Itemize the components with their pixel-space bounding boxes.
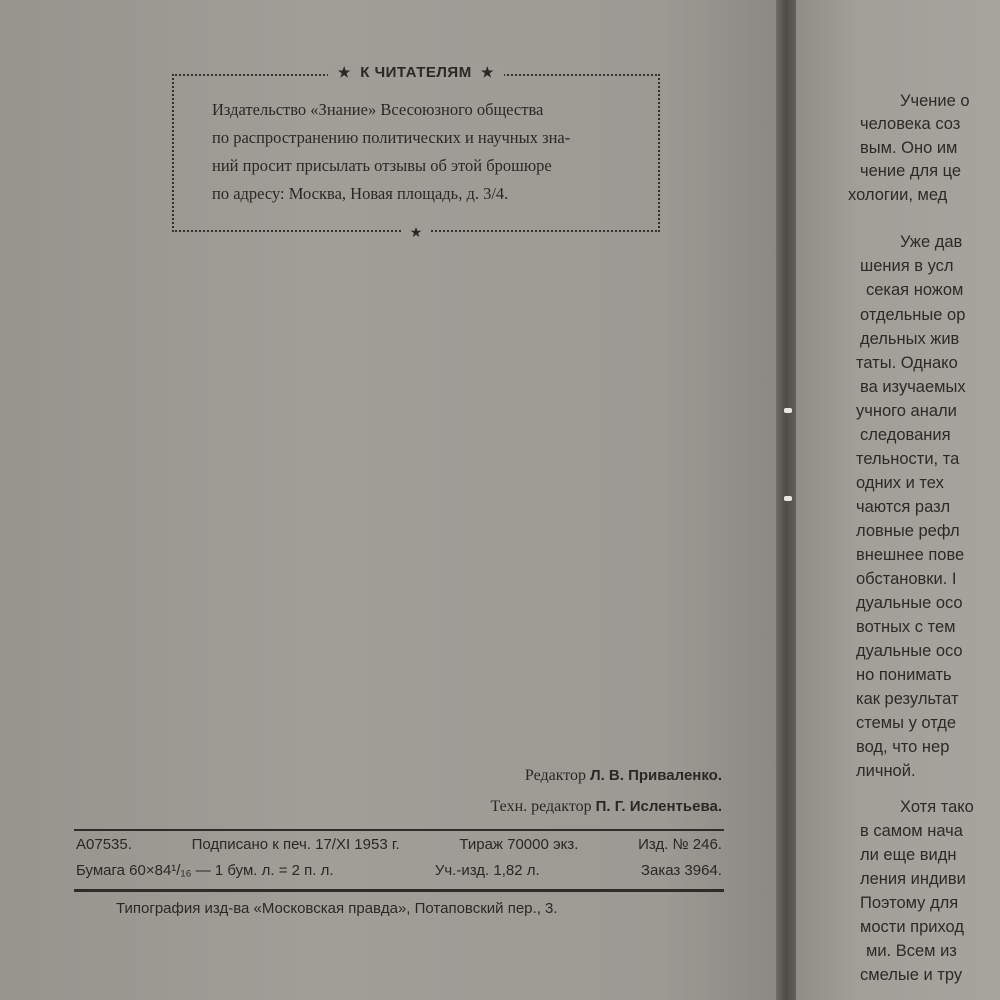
right-page-line: секая ножом <box>866 281 964 299</box>
notice-bottom-star <box>174 224 658 242</box>
book-gutter <box>776 0 798 1000</box>
right-page-line: ли еще видн <box>860 846 957 864</box>
star-icon: ★ <box>402 226 431 241</box>
print-run: Тираж 70000 экз. <box>459 836 579 853</box>
signed-date: Подписано к печ. 17/XI 1953 г. <box>191 836 400 853</box>
printing-house: Типография изд-ва «Московская правда», Потаповский пер., 3. <box>116 900 558 917</box>
order-code: А07535. <box>76 836 132 853</box>
reader-notice-box <box>172 64 660 241</box>
editor-name: Л. В. Приваленко. <box>590 767 722 784</box>
right-page-line: ления индиви <box>860 870 966 888</box>
tech-editor-name: П. Г. Ислентьева. <box>595 798 722 815</box>
right-page-line: вод, что нер <box>856 738 950 756</box>
star-icon: ★ <box>337 64 351 80</box>
right-page-line: человека соз <box>860 115 961 133</box>
right-page <box>796 0 1000 1000</box>
right-page-line: мости приход <box>860 918 964 936</box>
right-page-line: следования <box>860 426 951 444</box>
right-page-line: обстановки. І <box>856 570 957 588</box>
right-page-line: дельных жив <box>860 330 960 348</box>
right-page-line: но понимать <box>856 666 952 684</box>
publication-number: Изд. № 246. <box>638 836 722 853</box>
notice-line: по адресу: Москва, Новая площадь, д. 3/4. <box>212 184 509 203</box>
right-page-line: Учение о <box>900 92 970 110</box>
right-page-line: смелые и тру <box>860 966 963 984</box>
right-page-line: в самом нача <box>860 822 963 840</box>
right-page-line: вым. Оно им <box>860 139 958 157</box>
editor-line <box>525 767 722 785</box>
tech-editor-label: Техн. редактор <box>490 798 592 815</box>
notice-title <box>174 64 658 82</box>
right-page-line: дуальные осо <box>856 594 963 612</box>
editor-label: Редактор <box>524 767 587 784</box>
staple <box>784 496 792 501</box>
right-page-line: внешнее пове <box>856 546 965 564</box>
star-icon: ★ <box>481 64 495 80</box>
right-page-line: ми. Всем из <box>866 942 957 960</box>
right-page-line: личной. <box>856 762 916 780</box>
right-page-line: вотных с тем <box>856 618 956 636</box>
right-page-line: стемы у отде <box>856 714 957 732</box>
right-page-line: дуальные осо <box>856 642 963 660</box>
imprint-bottom-rule <box>74 889 724 892</box>
paper-format: Бумага 60×84¹/₁₆ — 1 бум. л. = 2 п. л. <box>76 862 334 879</box>
notice-line: Издательство «Знание» Всесоюзного общества <box>212 100 544 119</box>
right-page-line: одних и тех <box>856 474 944 492</box>
right-page-line: ва изучаемых <box>860 378 966 396</box>
right-page-line: хологии, мед <box>848 186 948 204</box>
right-page-line: отдельные ор <box>860 306 966 324</box>
notice-line: ний просит присылать отзывы об этой брошюре <box>212 156 552 175</box>
right-page-line: чаются разл <box>856 498 951 516</box>
right-page-line: Уже дав <box>900 233 963 251</box>
imprint-top-rule <box>74 829 724 831</box>
imprint-line-1 <box>76 836 722 853</box>
tech-editor-line <box>491 798 722 816</box>
right-page-line: таты. Однако <box>856 354 958 372</box>
imprint-line-2 <box>76 862 722 879</box>
notice-line: по распространению политических и научных зна- <box>212 128 571 147</box>
right-page-line: шения в усл <box>860 257 954 275</box>
right-page-line: ловные рефл <box>856 522 960 540</box>
notice-title-text: К ЧИТАТЕЛЯМ <box>360 64 472 81</box>
right-page-line: учного анали <box>856 402 957 420</box>
right-page-line: как результат <box>856 690 959 708</box>
notice-body <box>212 96 642 208</box>
right-page-line: чение для це <box>860 162 962 180</box>
right-page-line: тельности, та <box>856 450 960 468</box>
publishing-sheets: Уч.-изд. 1,82 л. <box>434 862 540 879</box>
order-number: Заказ 3964. <box>640 862 722 879</box>
staple <box>784 408 792 413</box>
right-page-line: Поэтому для <box>860 894 959 912</box>
right-page-line: Хотя тако <box>900 798 974 816</box>
